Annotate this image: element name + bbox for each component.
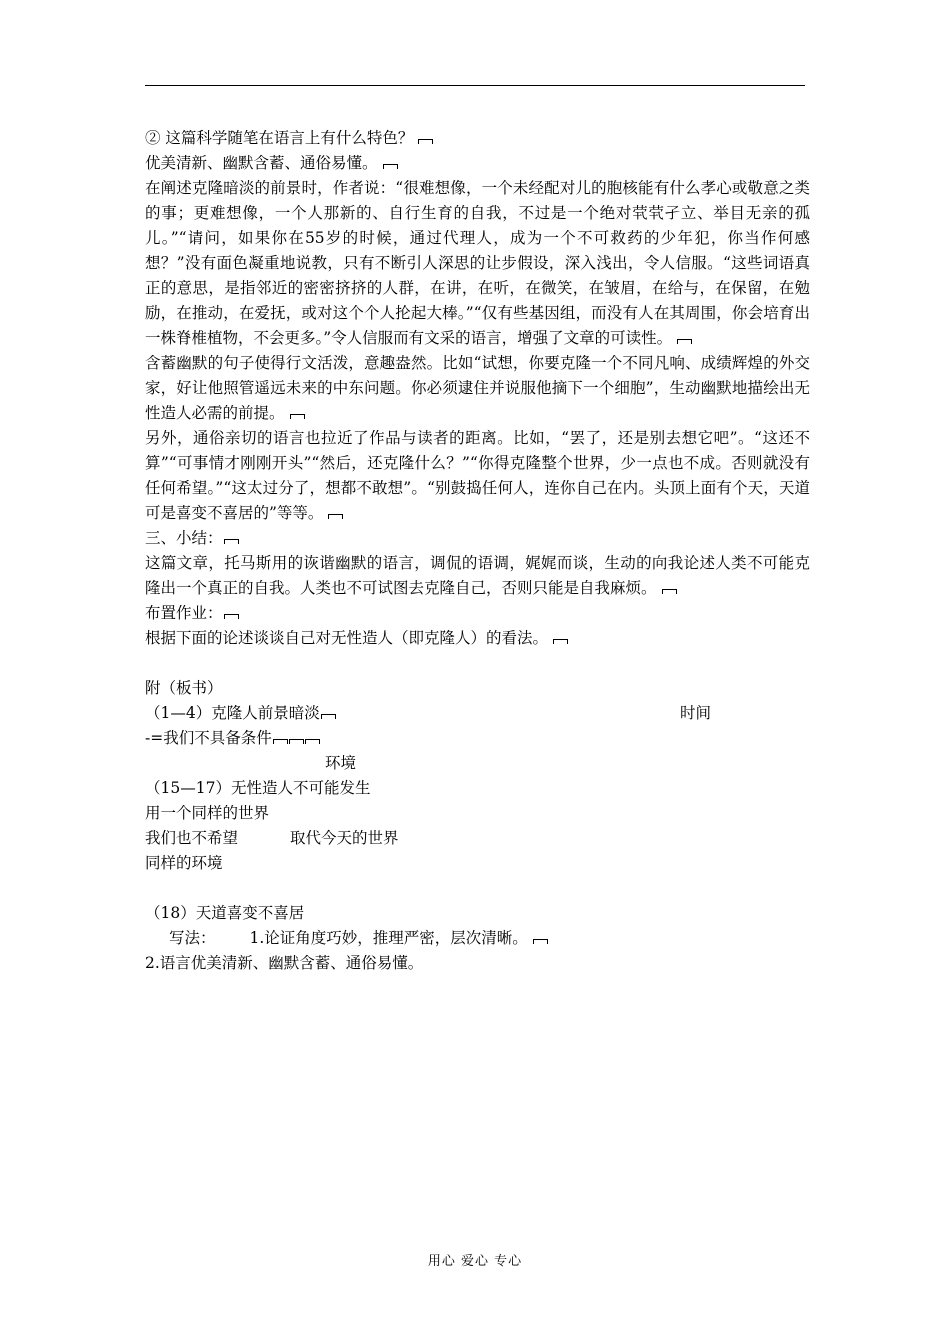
paragraph-mark-icon [677,339,692,344]
board-environment: 环境 [325,754,357,772]
homework-heading: 布置作业： [145,601,810,626]
paragraph-mark-icon [418,139,433,144]
paragraph-mark-icon [553,639,568,644]
board-same-world: 用一个同样的世界 [145,804,270,822]
paragraph-humor: 含蓄幽默的句子使得行文活泼，意趣盎然。比如“试想，你要克隆一个不同凡响、成绩辉煌的外交家，好让他照管遥远未来的中东问题。你必须逮住并说服他摘下一个细胞”，生动幽默地描绘出无性造人必需的前提。 [145,354,810,422]
board-same-env: 同样的环境 [145,854,223,872]
paragraph-mark-icon [224,614,239,619]
paragraph-mark-icon [290,414,305,419]
board-line-1-4: （1—4）克隆人前景暗淡 时间 [145,701,810,726]
homework-text: 根据下面的论述谈谈自己对无性造人（即克隆人）的看法。 [145,626,810,651]
board-line-15-17: （15—17）无性造人不可能发生 [145,779,371,797]
blank-line [145,876,810,901]
paragraph-mark-icon [224,539,239,544]
paragraph-plain-language: 另外，通俗亲切的语言也拉近了作品与读者的距离。比如，“罢了，还是别去想它吧”。“这还不算”“可事情才刚刚开头”“然后，还克隆什么？”“你得克隆整个世界，少一点也不成。否则就没有任何希望。”“这太过分了，想都不敢想”。“别鼓捣任何人，连你自己在内。头顶上面有个天，天道可是喜变不喜居的”等等。 [145,429,810,522]
summary-paragraph: 这篇文章，托马斯用的诙谐幽默的语言，调侃的语调，娓娓而谈，生动的向我论述人类不可能克隆出一个真正的自我。人类也不可试图去克隆自己，否则只能是自我麻烦。 [145,554,810,597]
board-time: 时间 [680,704,712,722]
paragraph-mark-icon [533,939,548,944]
paragraph-mark-icon [662,589,677,594]
board-conditions: -=我们不具备条件 [145,726,810,751]
writing-line-1: 写法： 1.论证角度巧妙，推理严密，层次清晰。 [145,926,810,951]
header-rule [145,85,805,86]
board-title: 附（板书） [145,679,223,697]
board-line-18: （18）天道喜变不喜居 [145,904,305,922]
question-2: ② 这篇科学随笔在语言上有什么特色？ [145,126,810,151]
paragraph-mark-icon [273,739,288,744]
paragraph-mark-icon [328,514,343,519]
summary-heading: 三、小结： [145,526,810,551]
document-body [145,126,810,976]
paragraph-mark-icon [383,164,398,169]
board-not-hope: 我们也不希望 取代今天的世界 [145,829,399,847]
blank-line [145,651,810,676]
answer-line: 优美清新、幽默含蓄、通俗易懂。 [145,151,810,176]
paragraph-mark-icon [305,739,320,744]
paragraph-prospect: 在阐述克隆暗淡的前景时，作者说：“很难想像，一个未经配对儿的胞核能有什么孝心或敬意之类的事；更难想像，一个人那新的、自行生育的自我，不过是一个绝对茕茕孑立、举目无亲的孤儿。”“请问，如果你在55岁的时候，通过代理人，成为一个不可救药的少年犯，你当作何感想？”没有面色凝重地说教，只有不断引人深思的让步假设，深入浅出，令人信服。“这些词语真正的意思，是指邻近的密密挤挤的人群，在讲，在听，在微笑，在皱眉，在给与，在保留，在勉励，在推动，在爱抚，或对这个个人抡起大棒。”“仅有些基因组，而没有人在其周围，你会培育出一株脊椎植物，不会更多。”令人信服而有文采的语言，增强了文章的可读性。 [145,179,810,347]
page-footer: 用心 爱心 专心 [427,1254,523,1269]
paragraph-mark-icon [321,714,336,719]
paragraph-mark-icon [289,739,304,744]
writing-line-2: 2.语言优美清新、幽默含蓄、通俗易懂。 [145,954,424,972]
